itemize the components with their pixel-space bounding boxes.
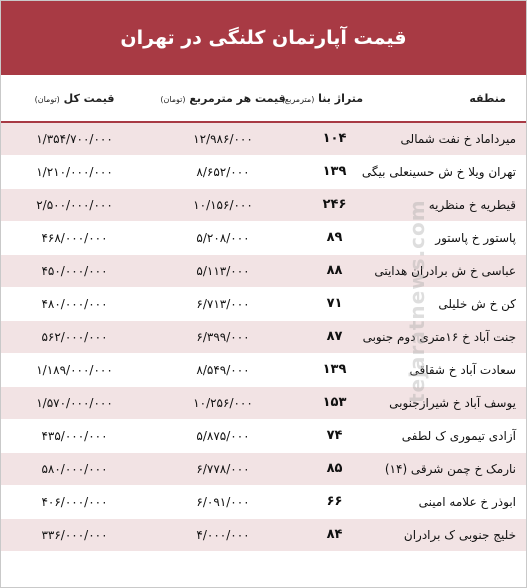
- table-row: [1, 419, 526, 452]
- total-price-cell: ۴۰۶/۰۰۰/۰۰۰: [1, 485, 148, 518]
- price-per-meter-cell: ۴/۰۰۰/۰۰۰: [148, 518, 298, 551]
- total-price-cell: ۴۶۸/۰۰۰/۰۰۰: [1, 221, 148, 254]
- area-cell: ۱۰۴: [298, 122, 371, 155]
- table-row: [1, 386, 526, 419]
- price-per-meter-cell: ۶/۷۷۸/۰۰۰: [148, 452, 298, 485]
- table-row: [1, 122, 526, 155]
- table-row: [1, 485, 526, 518]
- area-cell: ۶۶: [298, 485, 371, 518]
- total-price-cell: ۲/۵۰۰/۰۰۰/۰۰۰: [1, 188, 148, 221]
- table-row: [1, 353, 526, 386]
- total-price-cell: ۱/۵۷۰/۰۰۰/۰۰۰: [1, 386, 148, 419]
- header-area: متراژ بنا (مترمربع): [298, 75, 371, 122]
- area-cell: ۸۵: [298, 452, 371, 485]
- table-row: [1, 254, 526, 287]
- region-cell: ابوذر خ علامه امینی: [371, 485, 526, 518]
- region-cell: نارمک خ چمن شرقی (۱۴): [371, 452, 526, 485]
- table-row: [1, 320, 526, 353]
- price-per-meter-cell: ۱۲/۹۸۶/۰۰۰: [148, 122, 298, 155]
- table-row: [1, 188, 526, 221]
- price-per-meter-cell: ۶/۰۹۱/۰۰۰: [148, 485, 298, 518]
- area-cell: ۱۵۳: [298, 386, 371, 419]
- area-cell: ۸۴: [298, 518, 371, 551]
- total-price-cell: ۴۳۵/۰۰۰/۰۰۰: [1, 419, 148, 452]
- region-cell: آزادی تیموری ک لطفی: [371, 419, 526, 452]
- table-row: [1, 221, 526, 254]
- area-cell: ۸۹: [298, 221, 371, 254]
- table-row: [1, 287, 526, 320]
- table-title: قیمت آپارتمان کلنگی در تهران: [1, 1, 526, 75]
- area-cell: ۱۳۹: [298, 155, 371, 188]
- area-cell: ۷۴: [298, 419, 371, 452]
- watermark: tejaratnews.com: [405, 199, 429, 403]
- total-price-cell: ۱/۱۸۹/۰۰۰/۰۰۰: [1, 353, 148, 386]
- price-per-meter-cell: ۶/۷۱۳/۰۰۰: [148, 287, 298, 320]
- region-cell: میرداماد خ نفت شمالی: [371, 122, 526, 155]
- price-per-meter-cell: ۸/۵۴۹/۰۰۰: [148, 353, 298, 386]
- area-cell: ۱۳۹: [298, 353, 371, 386]
- price-per-meter-cell: ۱۰/۱۵۶/۰۰۰: [148, 188, 298, 221]
- total-price-cell: ۱/۳۵۴/۷۰۰/۰۰۰: [1, 122, 148, 155]
- header-price-per-meter: قیمت هر مترمربع (تومان): [148, 75, 298, 122]
- region-cell: پاستور خ پاستور: [371, 221, 526, 254]
- area-cell: ۸۸: [298, 254, 371, 287]
- total-price-cell: ۱/۲۱۰/۰۰۰/۰۰۰: [1, 155, 148, 188]
- price-per-meter-cell: ۱۰/۲۵۶/۰۰۰: [148, 386, 298, 419]
- total-price-cell: ۳۳۶/۰۰۰/۰۰۰: [1, 518, 148, 551]
- table-row: [1, 155, 526, 188]
- price-per-meter-cell: ۸/۶۵۲/۰۰۰: [148, 155, 298, 188]
- header-row: [1, 75, 526, 122]
- region-cell: خلیج جنوبی ک برادران: [371, 518, 526, 551]
- region-cell: تهران ویلا خ ش حسینعلی بیگی: [371, 155, 526, 188]
- area-cell: ۲۴۶: [298, 188, 371, 221]
- header-region: منطقه: [371, 75, 526, 122]
- region-cell: سعادت آباد خ شقاقی: [371, 353, 526, 386]
- price-per-meter-cell: ۵/۲۰۸/۰۰۰: [148, 221, 298, 254]
- region-cell: کن خ ش خلیلی: [371, 287, 526, 320]
- region-cell: یوسف آباد خ شیرازجنوبی: [371, 386, 526, 419]
- price-per-meter-cell: ۶/۳۹۹/۰۰۰: [148, 320, 298, 353]
- region-cell: عباسی خ ش برادران هدایتی: [371, 254, 526, 287]
- price-table: [1, 75, 526, 552]
- area-cell: ۷۱: [298, 287, 371, 320]
- total-price-cell: ۵۸۰/۰۰۰/۰۰۰: [1, 452, 148, 485]
- price-per-meter-cell: ۵/۸۷۵/۰۰۰: [148, 419, 298, 452]
- table-row: [1, 518, 526, 551]
- area-cell: ۸۷: [298, 320, 371, 353]
- region-cell: جنت آباد خ ۱۶متری دوم جنوبی: [371, 320, 526, 353]
- total-price-cell: ۴۵۰/۰۰۰/۰۰۰: [1, 254, 148, 287]
- total-price-cell: ۴۸۰/۰۰۰/۰۰۰: [1, 287, 148, 320]
- header-total-price: قیمت کل (تومان): [1, 75, 148, 122]
- total-price-cell: ۵۶۲/۰۰۰/۰۰۰: [1, 320, 148, 353]
- table-row: [1, 452, 526, 485]
- region-cell: قیطریه خ منظریه: [371, 188, 526, 221]
- price-per-meter-cell: ۵/۱۱۳/۰۰۰: [148, 254, 298, 287]
